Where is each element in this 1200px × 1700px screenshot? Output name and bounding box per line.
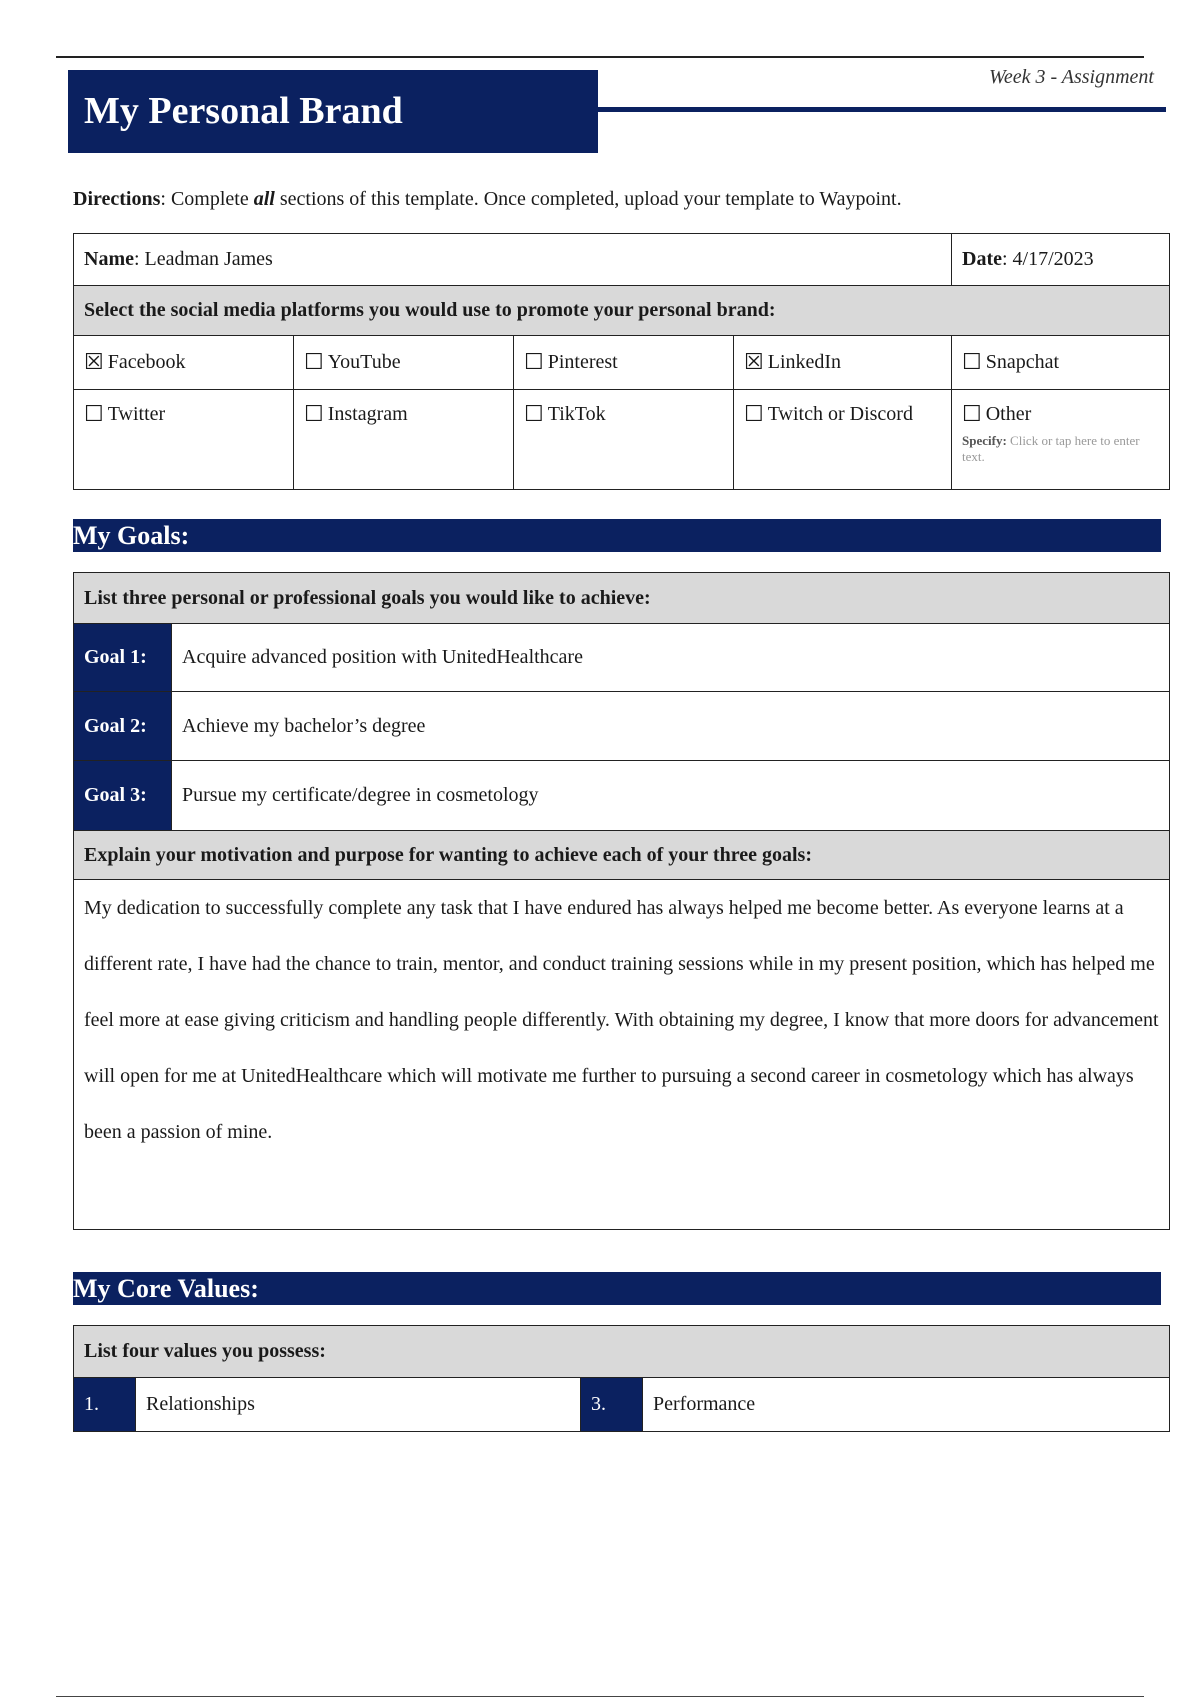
directions-label: Directions (73, 188, 161, 210)
goal-1-label: Goal 1: (74, 624, 172, 692)
goal-1-field[interactable]: Acquire advanced position with UnitedHealthcare (172, 624, 1170, 692)
specify-placeholder: Click or tap here to enter text. (962, 433, 1140, 464)
checkbox-label: Twitch or Discord (767, 403, 913, 425)
goal-2-field[interactable]: Achieve my bachelor’s degree (172, 692, 1170, 761)
page-title: My Personal Brand (68, 70, 598, 153)
top-rule (56, 56, 1144, 58)
checkbox-empty-icon: ☐ (524, 402, 544, 427)
checkbox-twitch-discord[interactable] (734, 390, 952, 490)
checkbox-youtube[interactable] (294, 336, 514, 390)
checkbox-label: LinkedIn (767, 351, 842, 373)
name-label: Name (84, 248, 134, 270)
checkbox-empty-icon: ☐ (84, 402, 104, 427)
social-prompt: Select the social media platforms you would use to promote your personal brand: (74, 286, 1170, 336)
checkbox-label: Instagram (327, 403, 408, 425)
value-3-field[interactable]: Performance (643, 1378, 1170, 1432)
checkbox-twitter[interactable] (74, 390, 294, 490)
goal-3-label: Goal 3: (74, 761, 172, 831)
name-field[interactable] (74, 234, 952, 286)
checkbox-other[interactable] (952, 390, 1170, 490)
date-field[interactable] (952, 234, 1170, 286)
checkbox-label: TikTok (547, 403, 606, 425)
directions-emphasis: all (253, 188, 275, 210)
checkbox-facebook[interactable] (74, 336, 294, 390)
value-3-label: 3. (581, 1378, 643, 1432)
goals-heading: My Goals: (73, 519, 1161, 552)
info-table (73, 233, 1170, 490)
motivation-field[interactable]: My dedication to successfully complete any task that I have endured has always helped me become better. As everyone learns at a different rate, I have had the chance to train, mentor, and conduct training sessions while in my present position, which has helped me feel more at ease giving criticism and handling people differently. With obtaining my degree, I know that more doors for advancement will open for me at UnitedHealthcare which will motivate me further to pursuing a second career in cosmetology which has always been a passion of mine. (74, 880, 1170, 1230)
specify-field[interactable] (962, 433, 1159, 465)
checkbox-label: Twitter (107, 403, 166, 425)
directions-text-1: : Complete (160, 188, 254, 210)
checkbox-instagram[interactable] (294, 390, 514, 490)
checkbox-empty-icon: ☐ (304, 350, 324, 375)
value-1-field[interactable]: Relationships (136, 1378, 581, 1432)
directions (73, 188, 902, 211)
checkbox-checked-icon: ☒ (744, 350, 764, 375)
value-1-label: 1. (74, 1378, 136, 1432)
checkbox-empty-icon: ☐ (304, 402, 324, 427)
goal-2-label: Goal 2: (74, 692, 172, 761)
checkbox-snapchat[interactable] (952, 336, 1170, 390)
goals-table (73, 572, 1170, 1230)
goal-3-field[interactable]: Pursue my certificate/degree in cosmetology (172, 761, 1170, 831)
checkbox-label: Pinterest (547, 351, 618, 373)
motivation-prompt: Explain your motivation and purpose for wanting to achieve each of your three goals: (74, 831, 1170, 880)
checkbox-label: Facebook (107, 351, 186, 373)
specify-label: Specify: (962, 433, 1007, 448)
checkbox-tiktok[interactable] (514, 390, 734, 490)
core-values-heading: My Core Values: (73, 1272, 1161, 1305)
bottom-rule (56, 1696, 1144, 1697)
values-table (73, 1325, 1170, 1432)
date-label: Date (962, 248, 1002, 270)
checkbox-empty-icon: ☐ (962, 350, 982, 375)
checkbox-label: YouTube (327, 351, 401, 373)
checkbox-label: Snapchat (985, 351, 1060, 373)
checkbox-checked-icon: ☒ (84, 350, 104, 375)
checkbox-label: Other (985, 403, 1032, 425)
checkbox-empty-icon: ☐ (962, 402, 982, 427)
checkbox-empty-icon: ☐ (524, 350, 544, 375)
name-value: : Leadman James (133, 248, 273, 270)
checkbox-linkedin[interactable] (734, 336, 952, 390)
goals-prompt: List three personal or professional goals you would like to achieve: (74, 573, 1170, 624)
checkbox-pinterest[interactable] (514, 336, 734, 390)
directions-text-2: sections of this template. Once completed, upload your template to Waypoint. (274, 188, 902, 210)
title-rule (598, 107, 1166, 112)
checkbox-empty-icon: ☐ (744, 402, 764, 427)
date-value: : 4/17/2023 (1001, 248, 1094, 270)
week-label: Week 3 - Assignment (989, 66, 1154, 88)
values-prompt: List four values you possess: (74, 1326, 1170, 1378)
